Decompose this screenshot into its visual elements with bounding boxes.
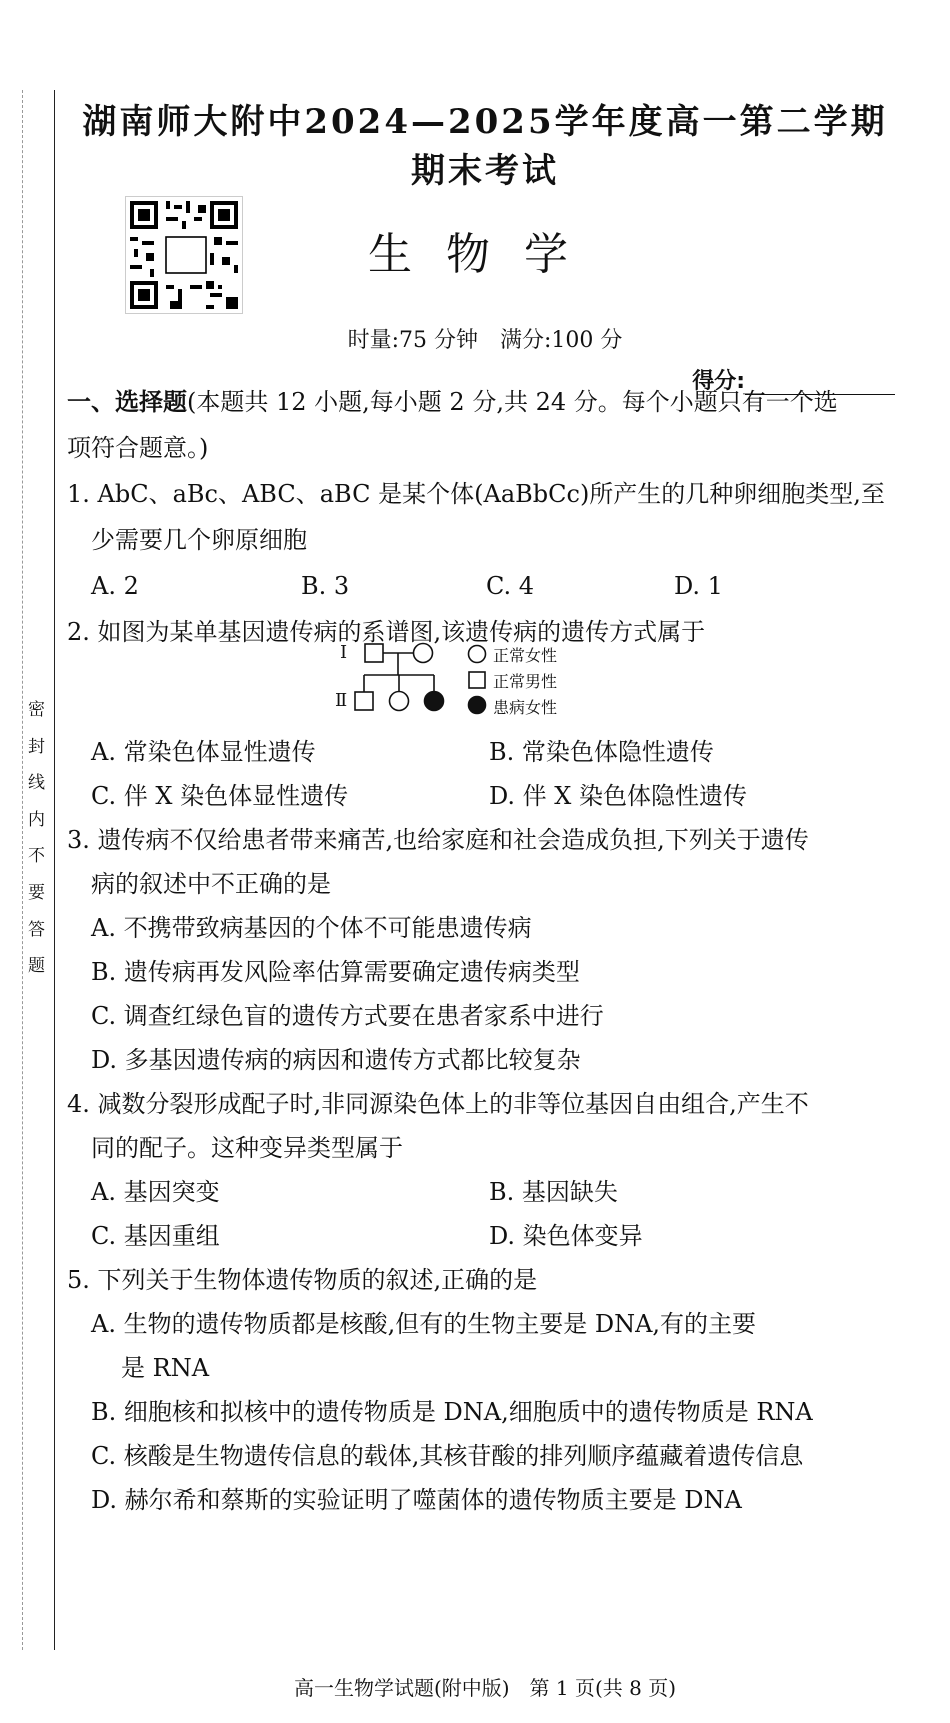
question-1-option-b: B. 3 — [301, 572, 350, 600]
question-2-option-a: A. 常染色体显性遗传 — [91, 738, 316, 766]
binding-char: 答 — [28, 919, 45, 940]
question-3-option-d: D. 多基因遗传病的病因和遗传方式都比较复杂 — [91, 1046, 581, 1074]
exam-title: 湖南师大附中2024—2025学年度高一第二学期期末考试 — [82, 102, 888, 191]
question-3-option-b: B. 遗传病再发风险率估算需要确定遗传病类型 — [91, 958, 580, 986]
generation-1-label: I — [340, 642, 348, 663]
section-note: (本题共 12 小题,每小题 2 分,共 24 分。每个小题只有一个选 — [187, 388, 838, 416]
legend-normal-male: 正常男性 — [493, 672, 558, 691]
question-2-stem: 2. 如图为某单基因遗传病的系谱图,该遗传病的遗传方式属于 — [67, 618, 706, 646]
pedigree-figure — [335, 640, 675, 730]
question-4-stem: 4. 减数分裂形成配子时,非同源染色体上的非等位基因自由组合,产生不 — [67, 1090, 809, 1118]
legend-normal-female: 正常女性 — [493, 646, 558, 665]
question-5-option-a-cont: 是 RNA — [121, 1354, 210, 1382]
question-4-option-d: D. 染色体变异 — [489, 1222, 643, 1250]
question-1-option-d: D. 1 — [674, 572, 723, 600]
question-3-option-c: C. 调查红绿色盲的遗传方式要在患者家系中进行 — [91, 1002, 604, 1030]
subject-title: 生物学 — [368, 229, 602, 280]
binding-char: 密 — [28, 700, 45, 720]
question-5-option-c: C. 核酸是生物遗传信息的载体,其核苷酸的排列顺序蕴藏着遗传信息 — [91, 1442, 804, 1470]
question-4-option-a: A. 基因突变 — [91, 1178, 220, 1206]
binding-char: 线 — [28, 773, 45, 794]
question-1-stem-cont: 少需要几个卵原细胞 — [91, 526, 307, 554]
legend-affected-female: 患病女性 — [493, 698, 558, 717]
time-and-score-info: 时量:75 分钟 满分:100 分 — [347, 328, 623, 353]
score-label: 得分: — [692, 369, 745, 394]
binding-char: 封 — [28, 736, 45, 757]
question-4-option-c: C. 基因重组 — [91, 1222, 220, 1250]
question-5-option-d: D. 赫尔希和蔡斯的实验证明了噬菌体的遗传物质主要是 DNA — [91, 1486, 742, 1514]
page-footer: 高一生物学试题(附中版) 第 1 页(共 8 页) — [293, 1676, 677, 1700]
question-1-stem: 1. AbC、aBc、ABC、aBC 是某个体(AaBbCc)所产生的几种卵细胞类型,至 — [67, 480, 885, 508]
section-heading-line — [67, 386, 838, 418]
question-2-option-d: D. 伴 X 染色体隐性遗传 — [489, 782, 747, 810]
question-5-stem: 5. 下列关于生物体遗传物质的叙述,正确的是 — [67, 1266, 538, 1294]
question-1-option-a: A. 2 — [91, 572, 139, 600]
section-note-cont: 项符合题意。) — [67, 434, 209, 462]
question-2-option-c: C. 伴 X 染色体显性遗传 — [91, 782, 349, 810]
question-4-stem-cont: 同的配子。这种变异类型属于 — [91, 1134, 403, 1162]
binding-char: 内 — [28, 809, 45, 830]
question-5-option-a: A. 生物的遗传物质都是核酸,但有的生物主要是 DNA,有的主要 — [91, 1310, 757, 1338]
binding-margin — [20, 90, 55, 1650]
binding-char: 不 — [28, 846, 45, 867]
question-1-option-c: C. 4 — [486, 572, 535, 600]
binding-char: 题 — [28, 956, 45, 977]
question-3-stem-cont: 病的叙述中不正确的是 — [91, 870, 331, 898]
generation-2-label: Ⅱ — [335, 690, 348, 711]
question-3-stem: 3. 遗传病不仅给患者带来痛苦,也给家庭和社会造成负担,下列关于遗传 — [67, 826, 809, 854]
question-2-option-b: B. 常染色体隐性遗传 — [489, 738, 714, 766]
binding-dashed-line — [22, 90, 23, 1650]
question-4-option-b: B. 基因缺失 — [489, 1178, 618, 1206]
binding-warning-text — [28, 702, 45, 995]
question-3-option-a: A. 不携带致病基因的个体不可能患遗传病 — [91, 914, 532, 942]
section-heading: 一、选择题 — [67, 388, 187, 416]
question-5-option-b: B. 细胞核和拟核中的遗传物质是 DNA,细胞质中的遗传物质是 RNA — [91, 1398, 813, 1426]
binding-char: 要 — [28, 882, 45, 903]
